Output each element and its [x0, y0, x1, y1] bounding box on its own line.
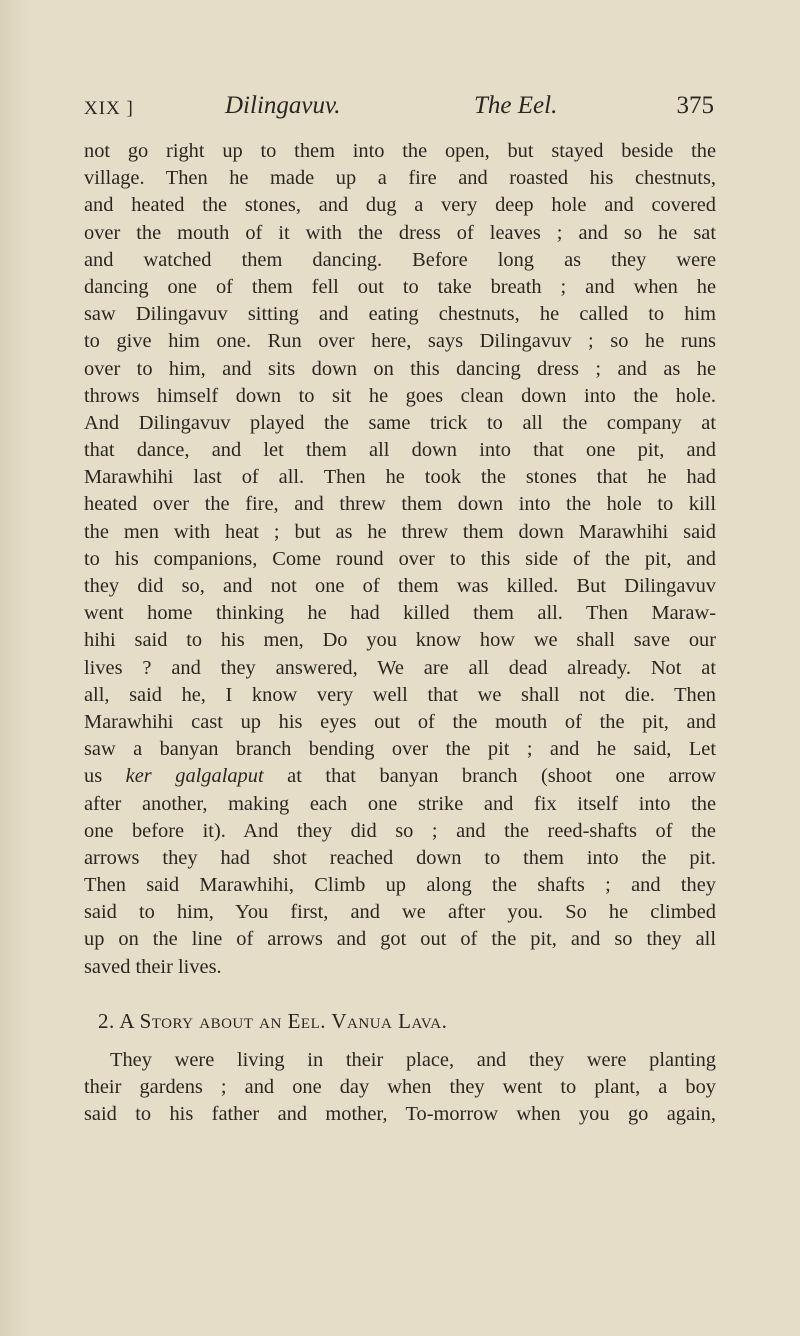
- running-title-left: Dilingavuv.: [225, 92, 341, 119]
- italic-phrase: ker galgalaput: [125, 765, 264, 788]
- running-header: [84, 92, 714, 132]
- text-line: said to him, You first, and we after you. So he climbed: [84, 901, 716, 924]
- text-line: heated over the fire, and threw them down into the hole to kill: [84, 493, 716, 516]
- text-line: over to him, and sits down on this dancing dress ; and as he: [84, 357, 716, 380]
- text-line: arrows they had shot reached down to them into the pit.: [84, 846, 716, 869]
- text-line: not go right up to them into the open, but stayed beside the: [84, 140, 716, 162]
- text-line: saw Dilingavuv sitting and eating chestnuts, he called to him: [84, 303, 716, 326]
- text-line: saw a banyan branch bending over the pit ; and he said, Let: [84, 738, 716, 761]
- text-line: their gardens ; and one day when they went to plant, a boy: [84, 1076, 716, 1099]
- text-line: They were living in their place, and they were planting: [110, 1049, 716, 1071]
- text-line: said to his father and mother, To-morrow when you go again,: [84, 1103, 716, 1126]
- text-line: Marawhihi last of all. Then he took the stones that he had: [84, 466, 716, 489]
- paragraph-1: [84, 138, 716, 763]
- text-line: they did so, and not one of them was killed. But Dilingavuv: [84, 575, 716, 597]
- page-number: 375: [676, 92, 714, 119]
- text-line: went home thinking he had killed them all. Then Maraw-: [84, 602, 716, 625]
- text-line: over the mouth of it with the dress of leaves ; and so he sat: [84, 221, 716, 244]
- text-line: hihi said to his men, Do you know how we shall save our: [84, 629, 716, 652]
- text-line: all, said he, I know very well that we shall not die. Then: [84, 683, 716, 706]
- chapter-number: XIX ]: [84, 98, 134, 119]
- text-line: dancing one of them fell out to take breath ; and when he: [84, 275, 716, 298]
- text-line: And Dilingavuv played the same trick to all the company at: [84, 411, 716, 434]
- text-line: throws himself down to sit he goes clean down into the hole.: [84, 384, 716, 407]
- text-line: and watched them dancing. Before long as they were: [84, 248, 716, 271]
- text-line: up on the line of arrows and got out of the pit, and so they all: [84, 928, 716, 951]
- text-line: to give him one. Run over here, says Dilingavuv ; so he runs: [84, 330, 716, 353]
- text-line: saved their lives.: [84, 955, 222, 978]
- text-line: and heated the stones, and dug a very deep hole and covered: [84, 194, 716, 217]
- paragraph-2: [84, 1047, 716, 1129]
- text-line: us ker galgalaput at that banyan branch (shoot one arrow: [84, 765, 716, 788]
- text-line: one before it). And they did so ; and the reed-shafts of the: [84, 819, 716, 842]
- text-line: that dance, and let them all down into that one pit, and: [84, 439, 716, 462]
- text-line: lives ? and they answered, We are all dead already. Not at: [84, 656, 716, 679]
- text-line: village. Then he made up a fire and roasted his chestnuts,: [84, 167, 716, 190]
- text-line: to his companions, Come round over to this side of the pit, and: [84, 547, 716, 570]
- body-text: [84, 138, 716, 1129]
- text-line: Then said Marawhihi, Climb up along the shafts ; and they: [84, 874, 716, 897]
- text-line: Marawhihi cast up his eyes out of the mouth of the pit, and: [84, 710, 716, 733]
- text-line: after another, making each one strike and fix itself into the: [84, 792, 716, 815]
- paragraph-1-continued: [84, 791, 716, 981]
- running-title-right: The Eel.: [474, 92, 558, 119]
- text-line: the men with heat ; but as he threw them down Marawhihi said: [84, 520, 716, 543]
- section-heading: 2. A Story about an Eel. Vanua Lava.: [98, 1008, 448, 1033]
